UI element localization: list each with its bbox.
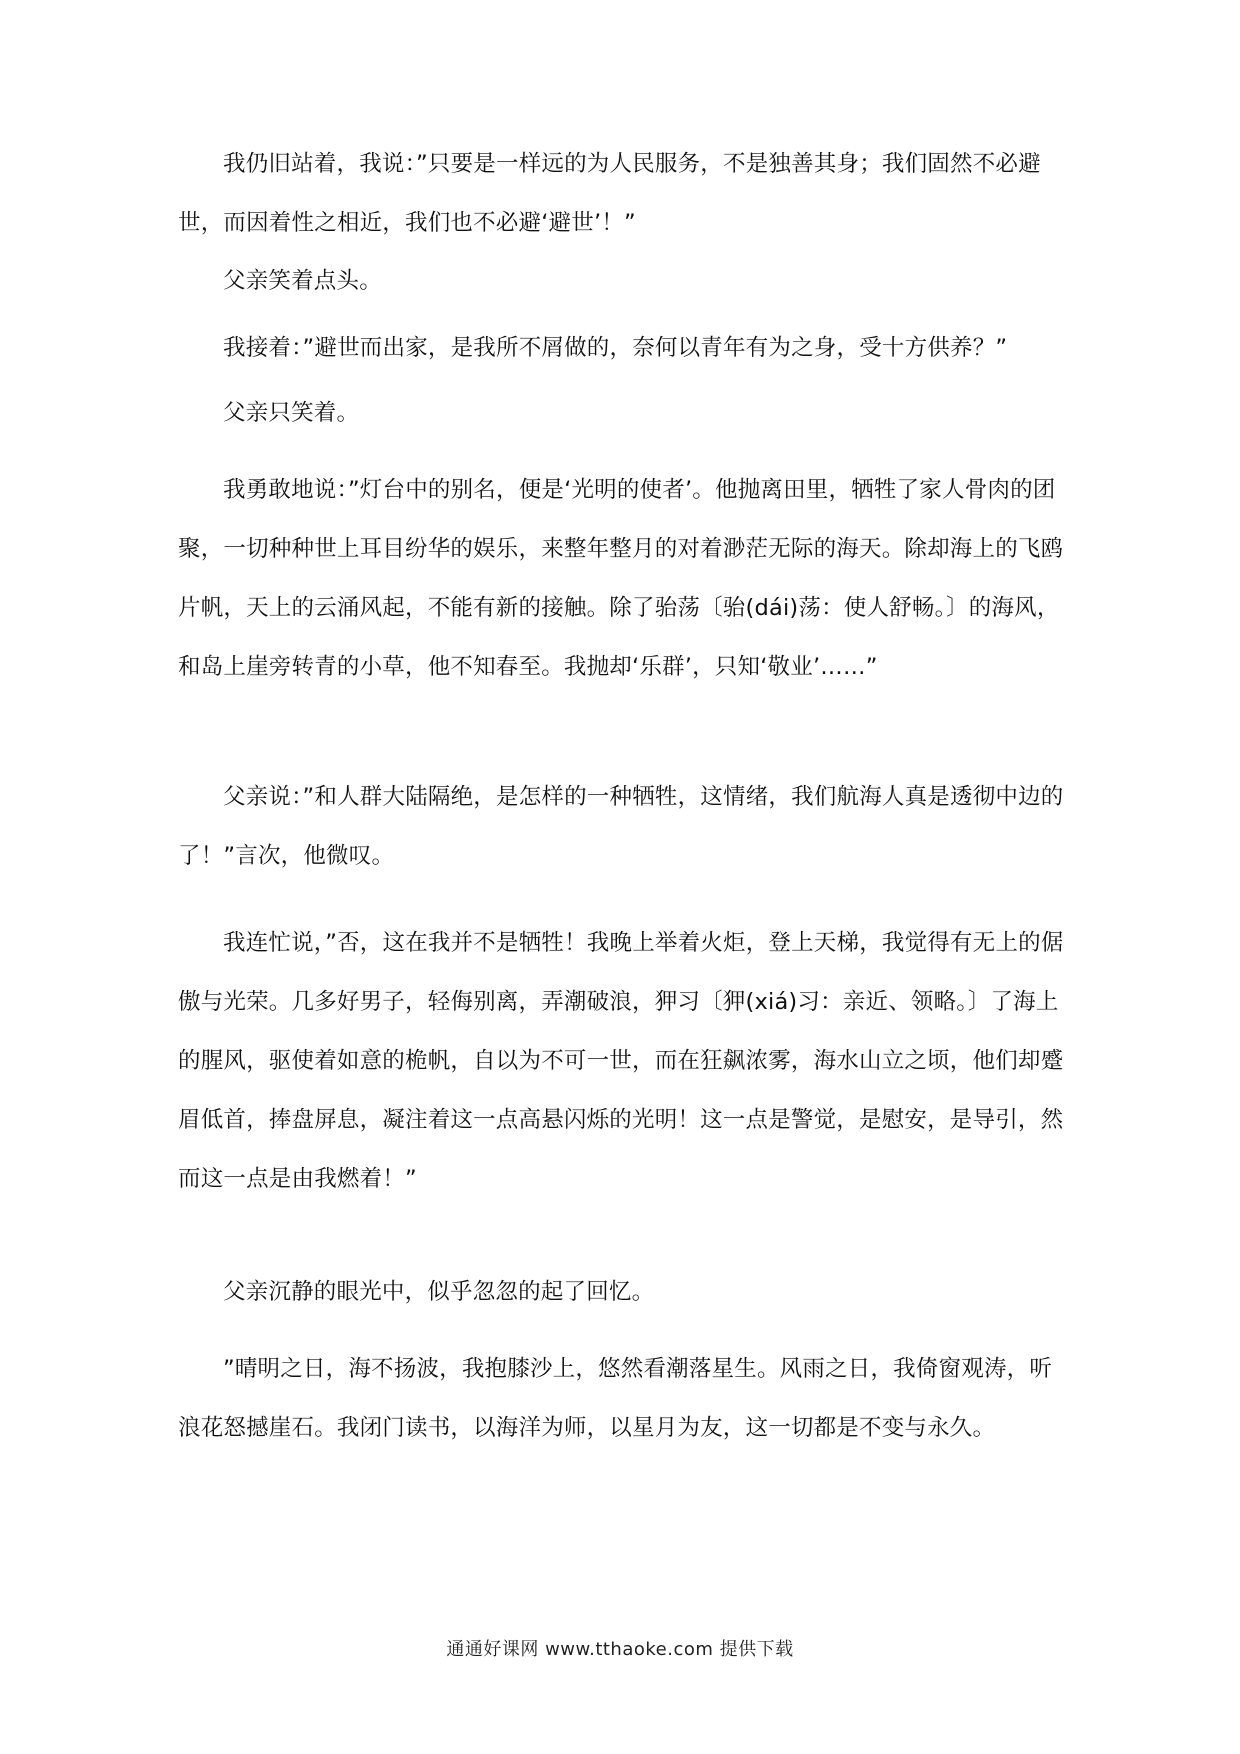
paragraph-8: 父亲沉静的眼光中，似乎忽忽的起了回忆。 bbox=[223, 1279, 655, 1305]
paragraph-2: 父亲笑着点头。 bbox=[223, 268, 382, 294]
paragraph-7: 我连忙说，”否，这在我并不是牺牲！我晚上举着火炬，登上天梯，我觉得有无上的倨傲与光荣。几多好男子，轻侮别离，弄潮破浪，狎习〔狎(xiá)习：亲近、领略。〕了海上的腥风，驱使着如意的桅帆，自以为不可一世，而在狂飙浓雾，海水山立之顷，他们却蹙眉低首，捧盘屏息，凝注着这一点高悬闪烁的光明！这一点是警觉，是慰安，是导引，然而这一点是由我燃着！” bbox=[178, 930, 1064, 1192]
paragraph-9: ”晴明之日，海不扬波，我抱膝沙上，悠然看潮落星生。风雨之日，我倚窗观涛，听浪花怒撼崖石。我闭门读书，以海洋为师，以星月为友，这一切都是不变与永久。 bbox=[178, 1356, 1053, 1441]
paragraph-3: 我接着：”避世而出家，是我所不屑做的，奈何以青年有为之身，受十方供养？” bbox=[223, 335, 1008, 361]
paragraph-4: 父亲只笑着。 bbox=[223, 400, 360, 426]
paragraph-6: 父亲说：”和人群大陆隔绝，是怎样的一种牺牲，这情绪，我们航海人真是透彻中边的了！”言次，他微叹。 bbox=[178, 784, 1064, 869]
paragraph-5: 我勇敢地说：”灯台中的别名，便是‘光明的使者’。他抛离田里，牺牲了家人骨肉的团聚，一切种种世上耳目纷华的娱乐，来整年整月的对着渺茫无际的海天。除却海上的飞鸥片帆，天上的云涌风起，不能有新的接触。除了骀荡〔骀(dái)荡：使人舒畅。〕的海风，和岛上崖旁转青的小草，他不知春至。我抛却‘乐群’，只知‘敬业’……” bbox=[178, 477, 1064, 680]
paragraph-1: 我仍旧站着，我说：”只要是一样远的为人民服务，不是独善其身；我们固然不必避世，而因着性之相近，我们也不必避‘避世’！” bbox=[178, 151, 1041, 236]
page-footer: 通通好课网 www.tthaoke.com 提供下载 bbox=[446, 1639, 794, 1660]
